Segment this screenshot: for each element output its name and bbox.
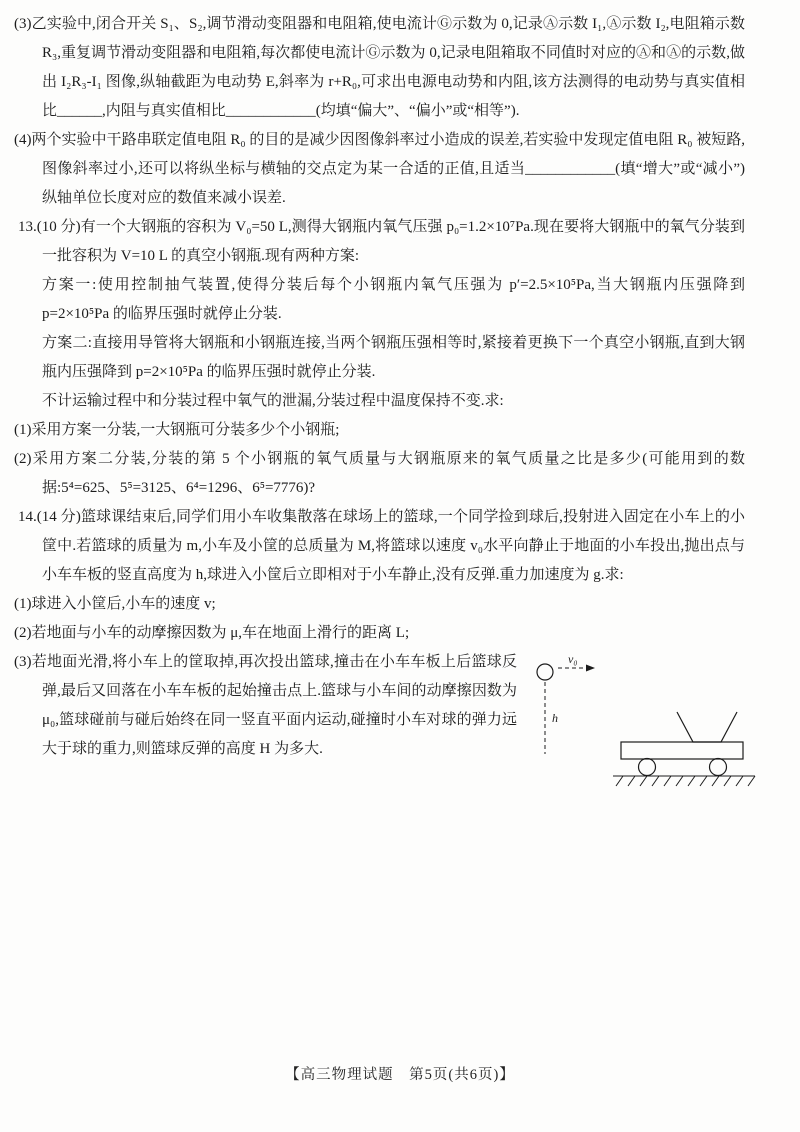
cart-wheel-left xyxy=(639,759,656,776)
q14-part3-block xyxy=(14,648,745,796)
cart xyxy=(621,742,743,759)
cart-wheel-right xyxy=(710,759,727,776)
ground xyxy=(613,776,755,786)
q13-stem: 13.(10 分)有一个大钢瓶的容积为 V₀=50 L,测得大钢瓶内氧气压强 p₀=1.2×10⁷Pa.现在要将大钢瓶中的氧气分装到一批容积为 V=10 L 的真空小钢瓶.现有两种方案: xyxy=(18,219,745,264)
q13-plan2: 方案二:直接用导管将大钢瓶和小钢瓶连接,当两个钢瓶压强相等时,紧接着更换下一个真空小钢瓶,直到大钢瓶内压强降到 p=2×10⁵Pa 的临界压强时就停止分装. xyxy=(42,335,745,380)
q14-sub3: (3)若地面光滑,将小车上的筐取掉,再次投出篮球,撞击在小车车板上后篮球反弹,最后又回落在小车车板的起始撞击点上.篮球与小车间的动摩擦因数为 μ₀,篮球碰前与碰后始终在同一竖直平面内运动,碰撞时小车对球的弹力远大于球的重力,则篮球反弹的高度 H 为多大. xyxy=(14,654,517,757)
height-label: h xyxy=(552,711,558,725)
q14-figure xyxy=(529,654,757,792)
basketball xyxy=(537,664,553,680)
q14-stem: 14.(14 分)篮球课结束后,同学们用小车收集散落在球场上的篮球,一个同学捡到球后,投射进入固定在小车上的小筐中.若篮球的质量为 m,小车及小筐的总质量为 M,将篮球以速度 v₀水平向静止于地面的小车投出,抛出点与小车车板的竖直高度为 h,球进入小筐后立即相对于小车静止,没有反弹.重力加速度为 g.求: xyxy=(18,509,745,583)
basket xyxy=(677,712,737,742)
q13-sub2: (2)采用方案二分装,分装的第 5 个小钢瓶的氧气质量与大钢瓶原来的氧气质量之比是多少(可能用到的数据:5⁴=625、5⁵=3125、6⁴=1296、6⁵=7776)? xyxy=(14,451,745,496)
q13-note: 不计运输过程中和分装过程中氧气的泄漏,分装过程中温度保持不变.求: xyxy=(42,393,504,409)
q13-sub1: (1)采用方案一分装,一大钢瓶可分装多少个小钢瓶; xyxy=(14,422,340,438)
page-footer: 【高三物理试题 第5页(共6页)】 xyxy=(285,1067,515,1083)
q12-part3: (3)乙实验中,闭合开关 S₁、S₂,调节滑动变阻器和电阻箱,使电流计Ⓖ示数为 0,记录Ⓐ示数 I₁,Ⓐ示数 I₂,电阻箱示数 R₃,重复调节滑动变阻器和电阻箱,每次都使电流计Ⓖ示数为 0,记录电阻箱取不同值时对应的Ⓐ和Ⓐ的示数,做出 I₂R₃-I₁ 图像,纵轴截距为电动势 E,斜率为 r+R₀,可求出电源电动势和内阻,该方法测得的电动势与真实值相比______,内阻与真实值相比____________(均填“偏大”、“偏小”或“相等”). xyxy=(14,16,745,119)
q12-part4: (4)两个实验中干路串联定值电阻 R₀ 的目的是减少因图像斜率过小造成的误差,若实验中发现定值电阻 R₀ 被短路,图像斜率过小,还可以将纵坐标与横轴的交点定为某一合适的正值,且适当____________(填“增大”或“减小”)纵轴单位长度对应的数值来减小误差. xyxy=(14,132,745,206)
q14-sub2: (2)若地面与小车的动摩擦因数为 μ,车在地面上滑行的距离 L; xyxy=(14,625,410,641)
q13-plan1: 方案一:使用控制抽气装置,使得分装后每个小钢瓶内氧气压强为 p′=2.5×10⁵Pa,当大钢瓶内压强降到 p=2×10⁵Pa 的临界压强时就停止分装. xyxy=(42,277,745,322)
velocity-label: v₀ xyxy=(568,654,578,666)
q14-sub1: (1)球进入小筐后,小车的速度 v; xyxy=(14,596,216,612)
